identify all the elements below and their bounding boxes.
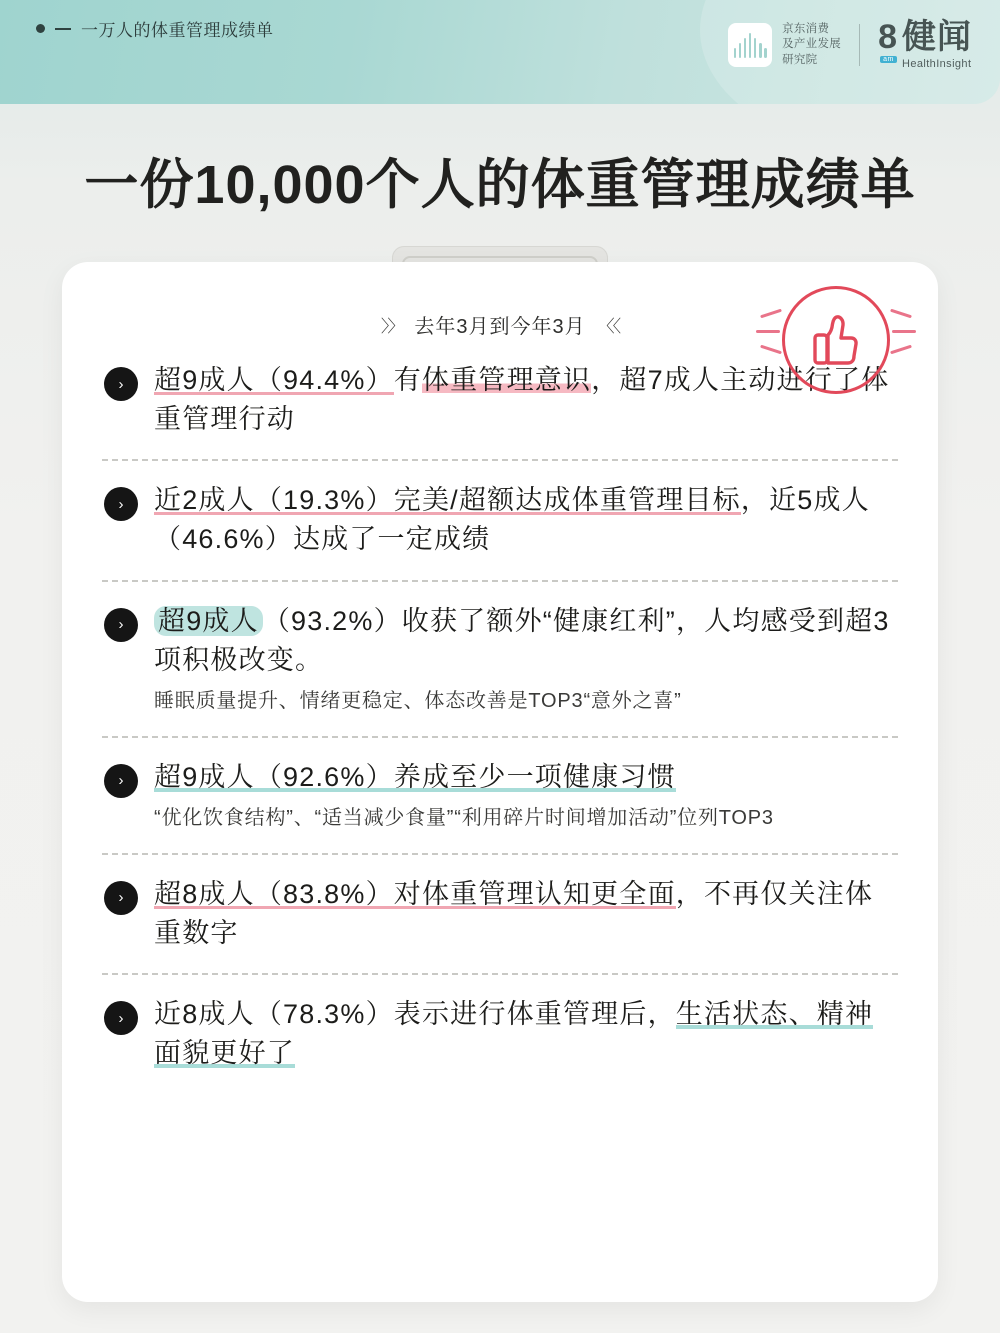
finding-segment: 有 (393, 365, 422, 395)
chevron-right-icon: › (104, 881, 138, 915)
health-number (878, 18, 897, 63)
chevron-right-icon: › (104, 1001, 138, 1035)
finding-body (154, 875, 896, 953)
finding-item (102, 995, 898, 1073)
stamp-ray-icon (892, 330, 916, 333)
bullet-dot-icon (36, 24, 45, 33)
dateline (102, 310, 898, 339)
jd-brand-line-2: 及产业发展 (782, 38, 842, 51)
brand-area (728, 20, 972, 70)
findings-list (102, 361, 898, 1074)
chevron-right-icon: › (104, 367, 138, 401)
finding-body (154, 602, 896, 716)
finding-segment: 近2成人（19.3%）完美/超额达成体重管理目标 (154, 485, 741, 516)
finding-text (154, 602, 896, 680)
finding-segment: 生活状态、精神面貌更好了 (154, 999, 874, 1069)
finding-segment: 超9成人（92.6%）养成至少一项健康习惯 (154, 761, 676, 792)
top-bar (0, 0, 1000, 104)
dateline-right-arrow: 〈〈 (597, 317, 620, 336)
jd-brand-line-1: 京东消费 (782, 22, 830, 35)
finding-body (154, 758, 896, 833)
finding-body (154, 995, 896, 1073)
thumbs-up-icon (808, 311, 864, 369)
jd-mark-icon (728, 23, 772, 67)
finding-text (154, 758, 896, 797)
breadcrumb-label: 一万人的体重管理成绩单 (81, 21, 274, 40)
item-separator (102, 580, 898, 582)
finding-segment: ，超7成人主动进行了体重管理行动 (154, 365, 890, 435)
finding-note: “优化饮食结构”、“适当减少食量”“利用碎片时间增加活动”位列TOP3 (154, 806, 774, 829)
stamp-ray-icon (890, 345, 912, 355)
item-separator (102, 853, 898, 855)
chevron-right-icon: › (104, 487, 138, 521)
health-en-text: HealthInsight (902, 58, 972, 70)
brand-divider (859, 24, 860, 66)
finding-segment: （93.2%）收获了额外“健康红利”，人均感受到超3项积极改变。 (154, 605, 890, 675)
finding-segment: 体重管理意识 (421, 365, 592, 395)
finding-item (102, 361, 898, 439)
finding-segment: 近8成人（78.3%）表示进行体重管理后， (154, 999, 676, 1030)
content-card (62, 262, 938, 1302)
healthinsight-logo (878, 20, 972, 70)
finding-text (154, 481, 896, 559)
finding-segment: ，不再仅关注体重数字 (154, 878, 874, 949)
finding-item (102, 758, 898, 833)
chevron-right-icon: › (104, 608, 138, 642)
stamp-ray-icon (760, 345, 782, 355)
jd-brand-line-3: 研究院 (782, 53, 818, 66)
finding-text (154, 995, 896, 1073)
finding-item (102, 602, 898, 716)
dateline-left-arrow: 〉〉 (380, 317, 403, 336)
jd-brand-text (782, 22, 841, 69)
page-title: 一份10,000个人的体重管理成绩单 (84, 155, 916, 215)
health-number-sub: am (880, 56, 897, 63)
finding-body (154, 481, 896, 559)
finding-item (102, 481, 898, 559)
jd-logo (728, 22, 841, 69)
finding-text (154, 875, 896, 953)
health-number-text: 8 (878, 18, 897, 56)
finding-item (102, 875, 898, 953)
chevron-right-icon: › (104, 764, 138, 798)
thumbs-up-stamp (782, 286, 890, 394)
finding-segment: ，近5成人（46.6%）达成了一定成绩 (154, 485, 870, 555)
finding-segment: 超9成人 (154, 606, 263, 636)
finding-note: 睡眠质量提升、情绪更稳定、体态改善是TOP3“意外之喜” (154, 689, 682, 712)
item-separator (102, 973, 898, 975)
dash-icon (55, 28, 71, 30)
breadcrumb (36, 16, 274, 41)
finding-segment: 超8成人（83.8%）对体重管理认知更全面 (154, 878, 676, 909)
item-separator (102, 459, 898, 461)
health-cn-text: 健闻 (902, 18, 972, 56)
item-separator (102, 736, 898, 738)
dateline-text: 去年3月到今年3月 (414, 316, 586, 338)
stamp-ray-icon (756, 330, 780, 333)
finding-segment: 超9成人（94.4%） (154, 365, 394, 395)
